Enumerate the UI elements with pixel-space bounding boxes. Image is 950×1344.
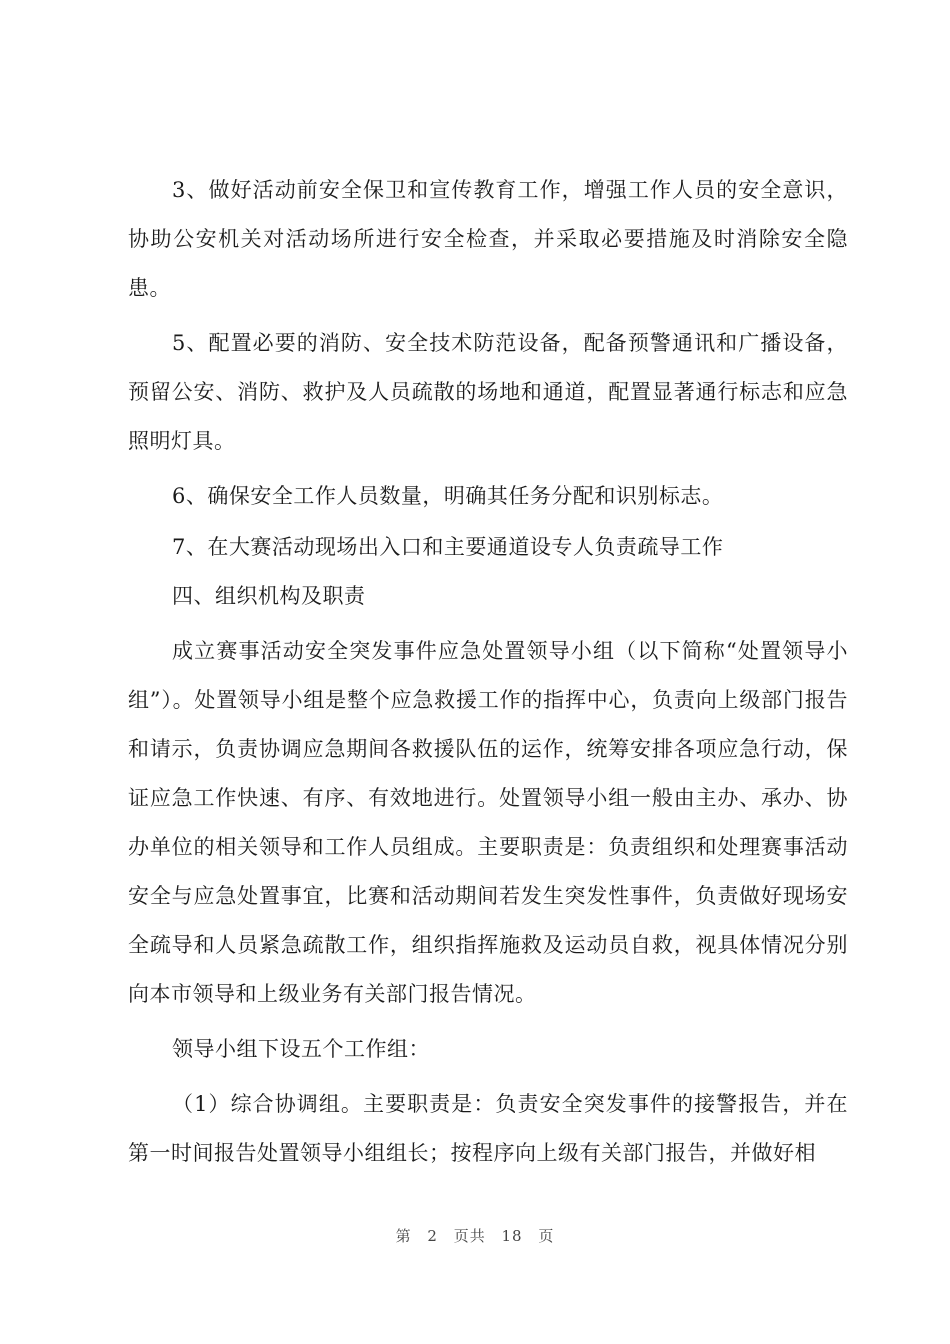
footer-current-page: 2 — [427, 1227, 438, 1245]
paragraph-item-7: 7、在大赛活动现场出入口和主要通道设专人负责疏导工作 — [172, 535, 724, 559]
footer-prefix: 第 — [395, 1227, 412, 1245]
page-footer — [0, 1225, 950, 1246]
paragraph-organization: 成立赛事活动安全突发事件应急处置领导小组（以下简称“处置领导小组”）。处置领导小组是整个应急救援工作的指挥中心，负责向上级部门报告和请示，负责协调应急期间各救援队伍的运作，统筹安排各项应急行动，保证应急工作快速、有序、有效地进行。处置领导小组一般由主办、承办、协办单位的相关领导和工作人员组成。主要职责是：负责组织和处理赛事活动安全与应急处置事宜，比赛和活动期间若发生突发性事件，负责做好现场安全疏导和人员紧急疏散工作，组织指挥施救及运动员自救，视具体情况分别向本市领导和上级业务有关部门报告情况。 — [128, 639, 848, 1006]
paragraph-item-6: 6、确保安全工作人员数量，明确其任务分配和识别标志。 — [172, 484, 724, 508]
section-heading-4: 四、组织机构及职责 — [172, 584, 366, 608]
paragraph-item-3: 3、做好活动前安全保卫和宣传教育工作，增强工作人员的安全意识，协助公安机关对活动场所进行安全检查，并采取必要措施及时消除安全隐患。 — [128, 178, 848, 300]
footer-mid: 页共 — [453, 1227, 486, 1245]
footer-total-pages: 18 — [501, 1227, 523, 1245]
paragraph-coordination-group: （1）综合协调组。主要职责是：负责安全突发事件的接警报告，并在第一时间报告处置领导小组组长；按程序向上级有关部门报告，并做好相 — [128, 1092, 848, 1165]
paragraph-working-groups-intro: 领导小组下设五个工作组： — [172, 1037, 430, 1061]
document-body — [128, 166, 848, 1180]
footer-suffix: 页 — [538, 1227, 555, 1245]
paragraph-item-5: 5、配置必要的消防、安全技术防范设备，配备预警通讯和广播设备，预留公安、消防、救护及人员疏散的场地和通道，配置显著通行标志和应急照明灯具。 — [128, 331, 848, 453]
